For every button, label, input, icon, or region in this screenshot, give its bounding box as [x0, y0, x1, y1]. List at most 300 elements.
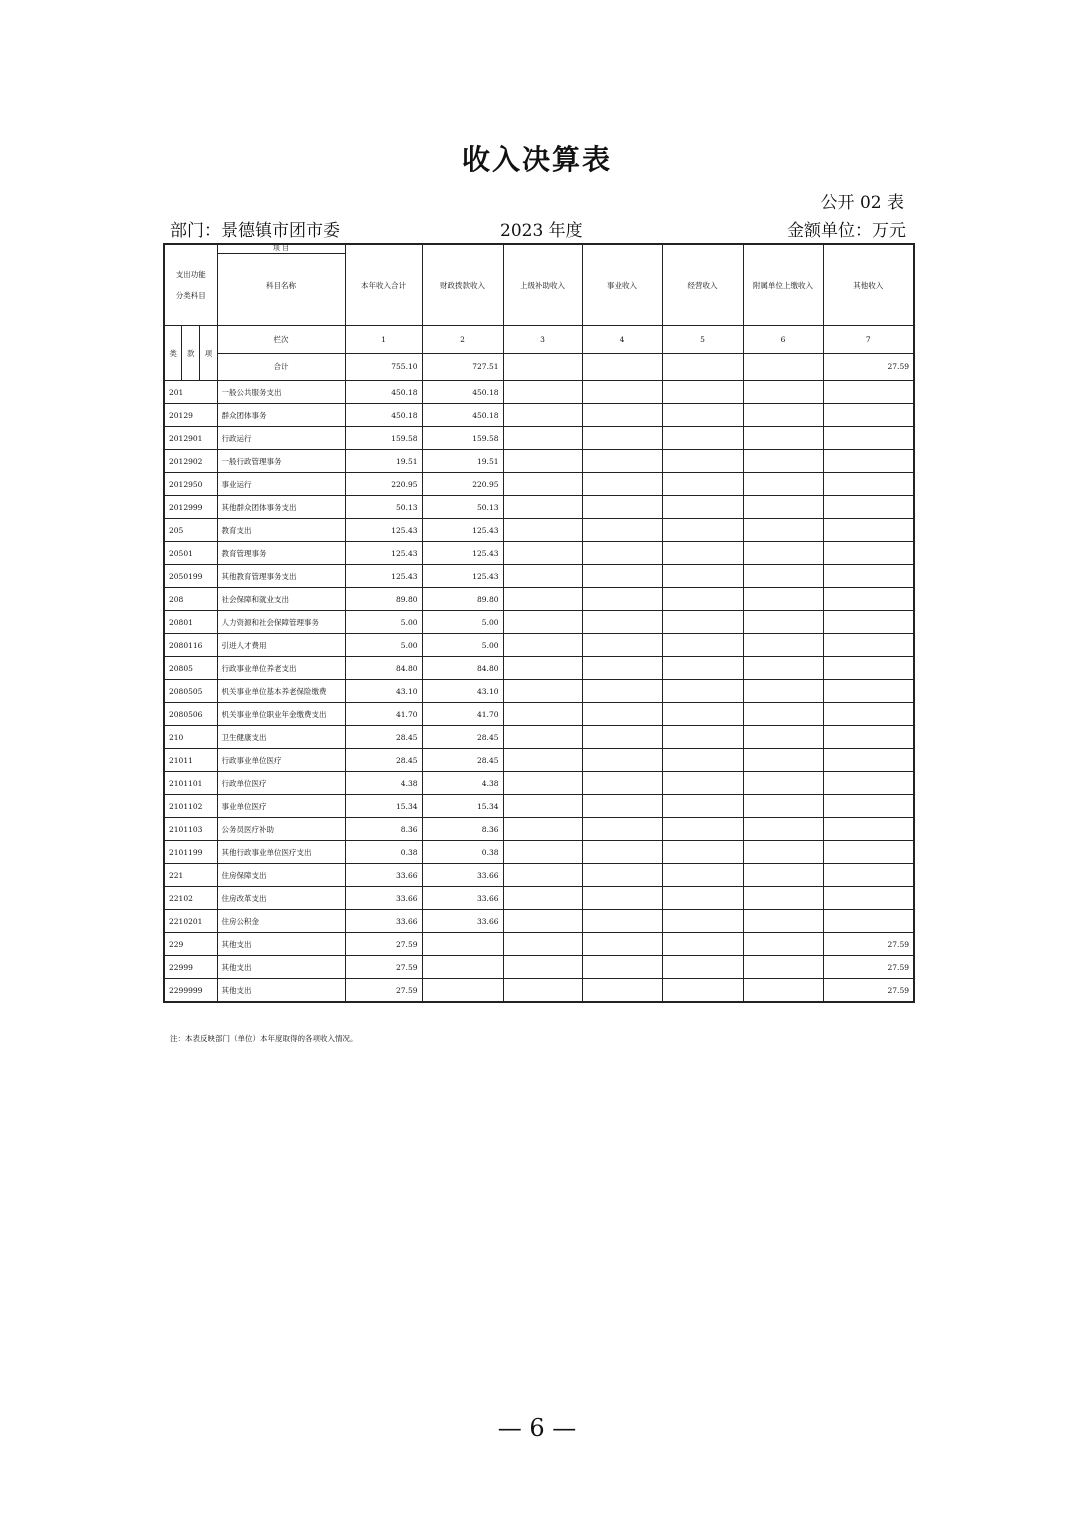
table-row: [164, 864, 914, 887]
row-fiscal: 89.80: [422, 588, 503, 611]
row-business: [582, 680, 662, 703]
row-other: [823, 427, 914, 450]
row-affiliated: [743, 979, 823, 1003]
row-name: 行政事业单位养老支出: [217, 657, 345, 680]
row-total: 450.18: [345, 404, 422, 427]
income-table: [163, 243, 915, 1003]
row-superior: [503, 910, 582, 933]
row-fiscal: 125.43: [422, 565, 503, 588]
unit-label: 金额单位：万元: [787, 221, 906, 241]
row-superior: [503, 450, 582, 473]
row-business: [582, 841, 662, 864]
row-total: 159.58: [345, 427, 422, 450]
table-row: [164, 795, 914, 818]
row-operating: [662, 910, 743, 933]
row-other: [823, 473, 914, 496]
row-operating: [662, 519, 743, 542]
row-fiscal: 41.70: [422, 703, 503, 726]
row-code: 2101101: [164, 772, 217, 795]
kuan-label: 款: [182, 326, 200, 380]
subject-name-label: 科目名称: [266, 280, 296, 290]
row-other: [823, 496, 914, 519]
row-name: 行政事业单位医疗: [217, 749, 345, 772]
row-other: 27.59: [823, 933, 914, 956]
row-fiscal: 4.38: [422, 772, 503, 795]
row-affiliated: [743, 588, 823, 611]
row-fiscal: 33.66: [422, 910, 503, 933]
total-label: 合计: [217, 353, 345, 381]
table-row: [164, 473, 914, 496]
row-operating: [662, 749, 743, 772]
func-class-line1: 支出功能: [175, 270, 206, 279]
row-other: [823, 680, 914, 703]
row-name: 事业运行: [217, 473, 345, 496]
row-operating: [662, 956, 743, 979]
row-total: 43.10: [345, 680, 422, 703]
row-superior: [503, 657, 582, 680]
total-value-3: [503, 353, 582, 381]
row-other: [823, 381, 914, 404]
row-business: [582, 519, 662, 542]
row-business: [582, 910, 662, 933]
row-code: 2080505: [164, 680, 217, 703]
row-other: [823, 519, 914, 542]
row-affiliated: [743, 404, 823, 427]
col-index-2: 2: [422, 326, 503, 354]
total-value-4: [582, 353, 662, 381]
row-fiscal: 33.66: [422, 864, 503, 887]
row-superior: [503, 588, 582, 611]
row-other: [823, 795, 914, 818]
row-name: 教育支出: [217, 519, 345, 542]
row-name: 住房公积金: [217, 910, 345, 933]
row-total: 19.51: [345, 450, 422, 473]
col-index-1: 1: [345, 326, 422, 354]
row-name: 教育管理事务: [217, 542, 345, 565]
row-total: 41.70: [345, 703, 422, 726]
row-affiliated: [743, 795, 823, 818]
row-affiliated: [743, 473, 823, 496]
table-row: [164, 404, 914, 427]
row-superior: [503, 473, 582, 496]
row-other: [823, 565, 914, 588]
row-name: 引进人才费用: [217, 634, 345, 657]
row-other: [823, 703, 914, 726]
table-row: [164, 818, 914, 841]
row-business: [582, 427, 662, 450]
row-business: [582, 611, 662, 634]
row-affiliated: [743, 818, 823, 841]
row-operating: [662, 864, 743, 887]
row-other: [823, 404, 914, 427]
row-name: 社会保障和就业支出: [217, 588, 345, 611]
row-affiliated: [743, 542, 823, 565]
lanci-label: 栏次: [217, 326, 345, 354]
row-other: [823, 887, 914, 910]
row-code: 2080116: [164, 634, 217, 657]
row-business: [582, 956, 662, 979]
row-superior: [503, 496, 582, 519]
table-row: [164, 910, 914, 933]
row-code: 221: [164, 864, 217, 887]
row-code: 2050199: [164, 565, 217, 588]
col-index-4: 4: [582, 326, 662, 354]
row-other: [823, 910, 914, 933]
table-row: [164, 381, 914, 404]
row-other: [823, 749, 914, 772]
row-fiscal: 15.34: [422, 795, 503, 818]
row-other: [823, 611, 914, 634]
row-name: 机关事业单位职业年金缴费支出: [217, 703, 345, 726]
row-business: [582, 933, 662, 956]
row-fiscal: 28.45: [422, 749, 503, 772]
row-fiscal: 33.66: [422, 887, 503, 910]
row-other: [823, 726, 914, 749]
row-code: 210: [164, 726, 217, 749]
row-total: 4.38: [345, 772, 422, 795]
row-operating: [662, 726, 743, 749]
lei-kuan-xiang-grid: [165, 326, 217, 380]
row-superior: [503, 887, 582, 910]
row-operating: [662, 657, 743, 680]
row-name: 其他支出: [217, 956, 345, 979]
row-affiliated: [743, 772, 823, 795]
row-name: 公务员医疗补助: [217, 818, 345, 841]
table-row: [164, 565, 914, 588]
row-operating: [662, 703, 743, 726]
row-fiscal: [422, 956, 503, 979]
row-superior: [503, 611, 582, 634]
row-affiliated: [743, 956, 823, 979]
row-operating: [662, 404, 743, 427]
row-affiliated: [743, 726, 823, 749]
table-row: [164, 588, 914, 611]
row-total: 8.36: [345, 818, 422, 841]
row-other: 27.59: [823, 979, 914, 1003]
row-code: 2012902: [164, 450, 217, 473]
row-affiliated: [743, 450, 823, 473]
row-affiliated: [743, 910, 823, 933]
table-row: [164, 657, 914, 680]
table-row: [164, 450, 914, 473]
row-business: [582, 818, 662, 841]
row-code: 21011: [164, 749, 217, 772]
row-fiscal: 125.43: [422, 542, 503, 565]
row-operating: [662, 473, 743, 496]
row-other: [823, 841, 914, 864]
total-value-7: 27.59: [823, 353, 914, 381]
row-superior: [503, 749, 582, 772]
row-affiliated: [743, 887, 823, 910]
table-row: [164, 703, 914, 726]
row-superior: [503, 864, 582, 887]
row-name: 其他教育管理事务支出: [217, 565, 345, 588]
row-business: [582, 795, 662, 818]
row-operating: [662, 611, 743, 634]
row-total: 33.66: [345, 887, 422, 910]
row-other: [823, 634, 914, 657]
row-superior: [503, 818, 582, 841]
header-row: [164, 244, 914, 326]
row-name: 人力资源和社会保障管理事务: [217, 611, 345, 634]
row-fiscal: [422, 933, 503, 956]
row-affiliated: [743, 634, 823, 657]
row-affiliated: [743, 749, 823, 772]
col-index-6: 6: [743, 326, 823, 354]
row-code: 20129: [164, 404, 217, 427]
table-row: [164, 496, 914, 519]
row-business: [582, 772, 662, 795]
row-superior: [503, 841, 582, 864]
total-row: [164, 353, 914, 381]
row-affiliated: [743, 519, 823, 542]
row-code: 2101102: [164, 795, 217, 818]
subject-name-header: [217, 244, 345, 326]
lei-kuan-xiang-cell: [164, 326, 217, 381]
row-code: 201: [164, 381, 217, 404]
row-fiscal: 50.13: [422, 496, 503, 519]
row-business: [582, 404, 662, 427]
row-fiscal: 450.18: [422, 381, 503, 404]
row-total: 27.59: [345, 933, 422, 956]
row-affiliated: [743, 864, 823, 887]
row-total: 5.00: [345, 611, 422, 634]
row-business: [582, 979, 662, 1003]
row-fiscal: 5.00: [422, 634, 503, 657]
row-business: [582, 887, 662, 910]
table-row: [164, 427, 914, 450]
row-business: [582, 657, 662, 680]
col-index-3: 3: [503, 326, 582, 354]
row-code: 229: [164, 933, 217, 956]
row-code: 208: [164, 588, 217, 611]
row-code: 2210201: [164, 910, 217, 933]
form-code: 公开 02 表: [820, 193, 904, 213]
page-title: 收入决算表: [461, 143, 612, 176]
row-affiliated: [743, 565, 823, 588]
row-fiscal: 28.45: [422, 726, 503, 749]
row-superior: [503, 427, 582, 450]
row-operating: [662, 496, 743, 519]
table-row: [164, 680, 914, 703]
page-number: — 6 —: [497, 1414, 577, 1442]
row-business: [582, 473, 662, 496]
total-value-2: 727.51: [422, 353, 503, 381]
table-row: [164, 519, 914, 542]
table-row: [164, 933, 914, 956]
row-fiscal: 450.18: [422, 404, 503, 427]
row-business: [582, 749, 662, 772]
row-operating: [662, 450, 743, 473]
row-total: 84.80: [345, 657, 422, 680]
row-code: 2012999: [164, 496, 217, 519]
row-superior: [503, 634, 582, 657]
row-total: 27.59: [345, 979, 422, 1003]
xiang-label: 项: [204, 348, 213, 358]
row-business: [582, 703, 662, 726]
row-total: 125.43: [345, 519, 422, 542]
row-other: [823, 588, 914, 611]
row-total: 27.59: [345, 956, 422, 979]
row-code: 2012950: [164, 473, 217, 496]
row-fiscal: 8.36: [422, 818, 503, 841]
row-total: 125.43: [345, 542, 422, 565]
row-total: 15.34: [345, 795, 422, 818]
row-operating: [662, 979, 743, 1003]
row-superior: [503, 933, 582, 956]
row-name: 其他群众团体事务支出: [217, 496, 345, 519]
table-row: [164, 979, 914, 1003]
row-name: 行政运行: [217, 427, 345, 450]
row-affiliated: [743, 703, 823, 726]
project-label: 项 目: [218, 244, 345, 254]
col-index-7: 7: [823, 326, 914, 354]
row-name: 卫生健康支出: [217, 726, 345, 749]
row-superior: [503, 956, 582, 979]
table-row: [164, 611, 914, 634]
total-value-6: [743, 353, 823, 381]
row-superior: [503, 680, 582, 703]
row-affiliated: [743, 933, 823, 956]
row-superior: [503, 772, 582, 795]
row-business: [582, 588, 662, 611]
row-total: 33.66: [345, 864, 422, 887]
row-affiliated: [743, 680, 823, 703]
row-total: 28.45: [345, 726, 422, 749]
row-total: 125.43: [345, 565, 422, 588]
row-other: [823, 542, 914, 565]
row-superior: [503, 381, 582, 404]
row-fiscal: [422, 979, 503, 1003]
row-business: [582, 634, 662, 657]
row-total: 220.95: [345, 473, 422, 496]
total-value-5: [662, 353, 743, 381]
col-index-5: 5: [662, 326, 743, 354]
col-fiscal-header: 财政拨款收入: [422, 244, 503, 326]
row-affiliated: [743, 427, 823, 450]
column-index-row: [164, 326, 914, 354]
row-operating: [662, 795, 743, 818]
row-affiliated: [743, 611, 823, 634]
row-superior: [503, 795, 582, 818]
table-row: [164, 634, 914, 657]
row-other: [823, 450, 914, 473]
row-name: 住房保障支出: [217, 864, 345, 887]
row-fiscal: 0.38: [422, 841, 503, 864]
row-fiscal: 5.00: [422, 611, 503, 634]
year-label: 2023 年度: [500, 221, 583, 241]
row-superior: [503, 404, 582, 427]
table-row: [164, 542, 914, 565]
row-other: [823, 772, 914, 795]
row-code: 20801: [164, 611, 217, 634]
table-row: [164, 956, 914, 979]
row-other: [823, 864, 914, 887]
row-code: 20805: [164, 657, 217, 680]
row-superior: [503, 542, 582, 565]
row-business: [582, 450, 662, 473]
row-affiliated: [743, 657, 823, 680]
row-fiscal: 159.58: [422, 427, 503, 450]
row-name: 其他支出: [217, 979, 345, 1003]
row-operating: [662, 933, 743, 956]
row-name: 群众团体事务: [217, 404, 345, 427]
row-operating: [662, 772, 743, 795]
row-fiscal: 125.43: [422, 519, 503, 542]
row-total: 0.38: [345, 841, 422, 864]
row-name: 其他行政事业单位医疗支出: [217, 841, 345, 864]
row-operating: [662, 381, 743, 404]
row-total: 33.66: [345, 910, 422, 933]
row-name: 住房改革支出: [217, 887, 345, 910]
row-affiliated: [743, 381, 823, 404]
row-superior: [503, 565, 582, 588]
col-operating-header: 经营收入: [662, 244, 743, 326]
func-class-header: [164, 244, 217, 326]
row-name: 机关事业单位基本养老保险缴费: [217, 680, 345, 703]
row-business: [582, 381, 662, 404]
row-business: [582, 864, 662, 887]
table-row: [164, 841, 914, 864]
row-business: [582, 542, 662, 565]
department-label: 部门：景德镇市团市委: [170, 221, 340, 241]
row-superior: [503, 519, 582, 542]
row-other: [823, 818, 914, 841]
row-name: 一般公共服务支出: [217, 381, 345, 404]
row-fiscal: 220.95: [422, 473, 503, 496]
row-code: 2299999: [164, 979, 217, 1003]
row-name: 一般行政管理事务: [217, 450, 345, 473]
row-superior: [503, 979, 582, 1003]
row-name: 行政单位医疗: [217, 772, 345, 795]
row-fiscal: 43.10: [422, 680, 503, 703]
table-row: [164, 772, 914, 795]
meta-line: [170, 216, 906, 240]
table-row: [164, 749, 914, 772]
func-class-line2: 分类科目: [175, 291, 206, 300]
col-other-header: 其他收入: [823, 244, 914, 326]
row-name: 其他支出: [217, 933, 345, 956]
row-operating: [662, 542, 743, 565]
row-code: 2012901: [164, 427, 217, 450]
row-operating: [662, 565, 743, 588]
row-operating: [662, 634, 743, 657]
table-note: 注：本表反映部门（单位）本年度取得的各项收入情况。: [170, 1034, 358, 1043]
table-row: [164, 726, 914, 749]
col-superior-header: 上级补助收入: [503, 244, 582, 326]
row-operating: [662, 427, 743, 450]
col-total-header: 本年收入合计: [345, 244, 422, 326]
row-affiliated: [743, 496, 823, 519]
table-row: [164, 887, 914, 910]
row-code: 205: [164, 519, 217, 542]
row-affiliated: [743, 841, 823, 864]
row-total: 50.13: [345, 496, 422, 519]
row-other: 27.59: [823, 956, 914, 979]
row-fiscal: 19.51: [422, 450, 503, 473]
row-name: 事业单位医疗: [217, 795, 345, 818]
col-business-header: 事业收入: [582, 244, 662, 326]
row-operating: [662, 588, 743, 611]
row-business: [582, 496, 662, 519]
row-business: [582, 726, 662, 749]
row-operating: [662, 887, 743, 910]
lei-label: 类: [165, 326, 182, 380]
total-value-1: 755.10: [345, 353, 422, 381]
row-other: [823, 657, 914, 680]
row-code: 2101199: [164, 841, 217, 864]
row-business: [582, 565, 662, 588]
